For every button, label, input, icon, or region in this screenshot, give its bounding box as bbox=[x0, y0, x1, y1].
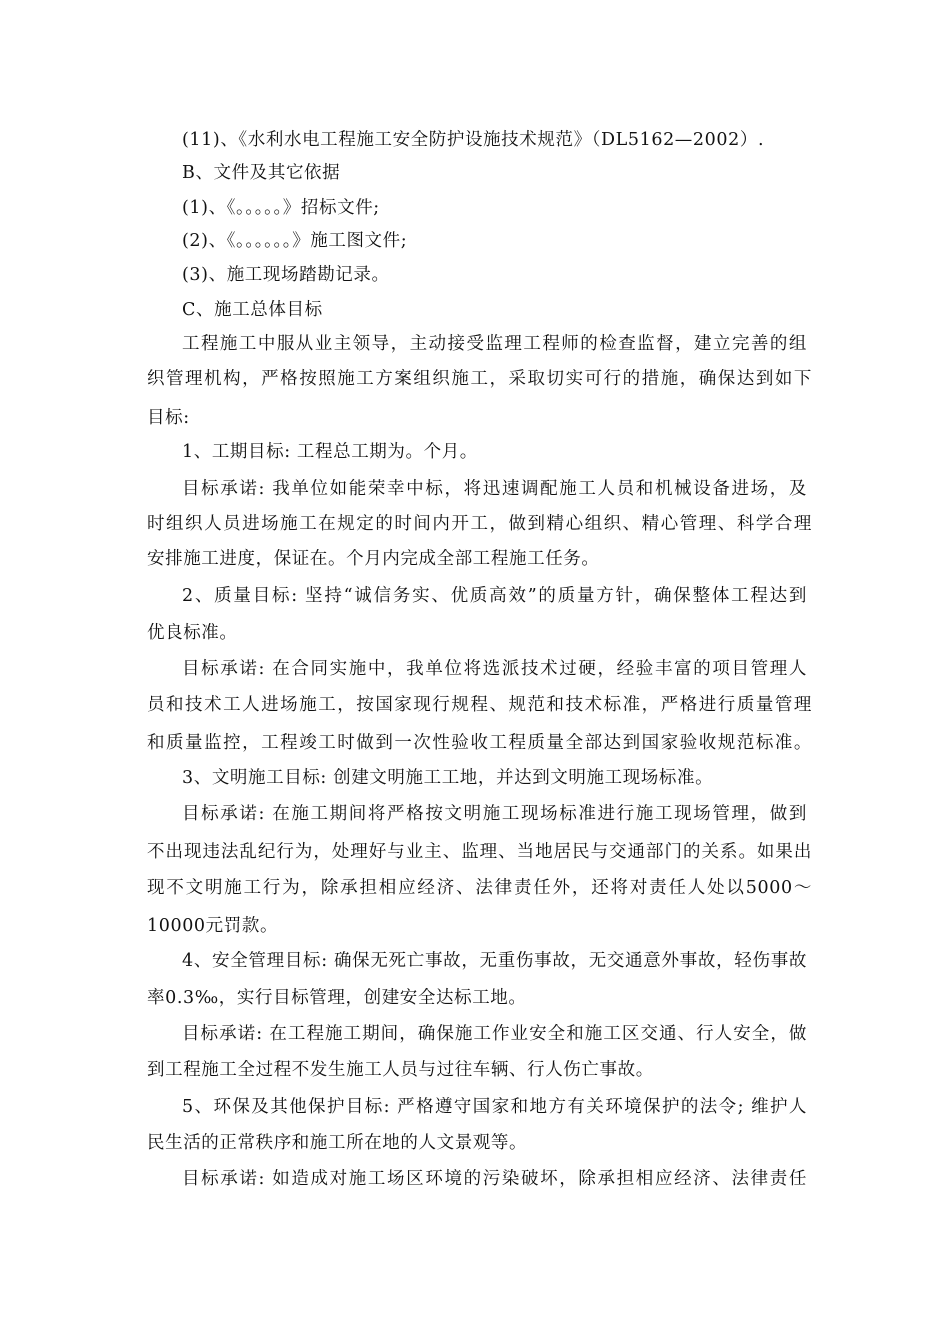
paragraph-line: 目标: bbox=[147, 408, 190, 428]
paragraph-line: 目标承诺: 如造成对施工场区环境的污染破坏，除承担相应经济、法律责任 bbox=[182, 1169, 807, 1189]
goal-heading-civilized: 3、文明施工目标: 创建文明施工工地，并达到文明施工现场标准。 bbox=[182, 768, 714, 788]
paragraph-line: 到工程施工全过程不发生施工人员与过往车辆、行人伤亡事故。 bbox=[147, 1060, 654, 1080]
reference-item-3: (3)、施工现场踏勘记录。 bbox=[182, 265, 390, 285]
paragraph-line: 目标承诺: 我单位如能荣幸中标，将迅速调配施工人员和机械设备进场，及 bbox=[182, 479, 807, 499]
paragraph-line: 现不文明施工行为，除承担相应经济、法律责任外，还将对责任人处以5000～ bbox=[147, 878, 812, 898]
paragraph-line: 员和技术工人进场施工，按国家现行规程、规范和技术标准，严格进行质量管理 bbox=[147, 695, 812, 715]
paragraph-line: 目标承诺: 在合同实施中，我单位将选派技术过硬，经验丰富的项目管理人 bbox=[182, 659, 807, 679]
reference-item-1: (1)、《。。。。。》招标文件; bbox=[182, 198, 380, 218]
paragraph-line: 率0.3‰，实行目标管理，创建安全达标工地。 bbox=[147, 988, 527, 1008]
paragraph-line: 不出现违法乱纪行为，处理好与业主、监理、当地居民与交通部门的关系。如果出 bbox=[147, 842, 812, 862]
goal-heading-environment: 5、环保及其他保护目标: 严格遵守国家和地方有关环境保护的法令; 维护人 bbox=[182, 1097, 807, 1117]
paragraph-line: 优良标准。 bbox=[147, 623, 238, 643]
section-heading-b: B、文件及其它依据 bbox=[182, 163, 341, 183]
reference-item-2: (2)、《。。。。。。》施工图文件; bbox=[182, 231, 408, 251]
paragraph-line: 时组织人员进场施工在规定的时间内开工，做到精心组织、精心管理、科学合理 bbox=[147, 514, 812, 534]
paragraph-line: 安排施工进度，保证在。个月内完成全部工程施工任务。 bbox=[147, 549, 600, 569]
paragraph-line: 目标承诺: 在施工期间将严格按文明施工现场标准进行施工现场管理，做到 bbox=[182, 804, 807, 824]
reference-item-11: (11)、《水利水电工程施工安全防护设施技术规范》（DL5162—2002）. bbox=[182, 130, 765, 150]
paragraph-line: 织管理机构，严格按照施工方案组织施工，采取切实可行的措施，确保达到如下 bbox=[147, 369, 812, 389]
paragraph-line: 民生活的正常秩序和施工所在地的人文景观等。 bbox=[147, 1133, 528, 1153]
goal-heading-schedule: 1、工期目标: 工程总工期为。个月。 bbox=[182, 442, 478, 462]
goal-heading-quality: 2、质量目标: 坚持“诚信务实、优质高效”的质量方针，确保整体工程达到 bbox=[182, 586, 807, 606]
section-heading-c: C、施工总体目标 bbox=[182, 300, 323, 320]
paragraph-line: 10000元罚款。 bbox=[147, 916, 279, 936]
paragraph-line: 和质量监控，工程竣工时做到一次性验收工程质量全部达到国家验收规范标准。 bbox=[147, 733, 812, 753]
paragraph-line: 工程施工中服从业主领导，主动接受监理工程师的检查监督，建立完善的组 bbox=[182, 334, 807, 354]
goal-heading-safety: 4、安全管理目标: 确保无死亡事故，无重伤事故，无交通意外事故，轻伤事故 bbox=[182, 951, 807, 971]
paragraph-line: 目标承诺: 在工程施工期间，确保施工作业安全和施工区交通、行人安全，做 bbox=[182, 1024, 807, 1044]
